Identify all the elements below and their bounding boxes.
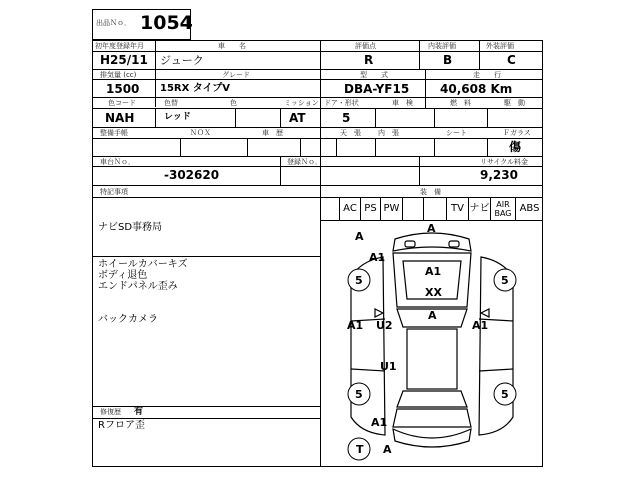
model-header: 型 式 — [360, 71, 388, 79]
recycle-header: リサイクル料金 — [480, 158, 529, 166]
equipment-pw: PW — [381, 198, 403, 220]
color-value: レッド — [164, 112, 191, 122]
doors-header: ドア・形状 — [324, 99, 359, 107]
grade-header: グレード — [222, 71, 250, 79]
color-code-header: 色コード — [108, 99, 136, 107]
fglass-header: Ｆガラス — [503, 129, 531, 137]
mark-hood-x: XX — [425, 286, 442, 299]
displacement-header: 排気量 (cc) — [100, 71, 137, 79]
roof-header: 天 張 — [340, 129, 361, 137]
mark-wheel-fl: 5 — [355, 274, 363, 287]
equipment-ps: PS — [361, 198, 381, 220]
note-line — [98, 303, 188, 314]
mark-fender-fl: A1 — [369, 251, 386, 264]
listing-number-label: 出品Ｎｏ． — [96, 19, 131, 27]
car-name: ジューク — [160, 54, 204, 67]
mark-door-fl: A1 — [347, 319, 364, 332]
notes-list — [98, 222, 188, 325]
score-value: R — [364, 53, 374, 67]
history-header: 車 歴 — [262, 129, 283, 137]
interior-grade: B — [443, 53, 453, 67]
equipment-header: 装 備 — [420, 188, 441, 196]
note-line: ボディ退色 — [98, 270, 148, 281]
displacement: 1500 — [106, 82, 140, 96]
mark-door-rl: U2 — [376, 319, 393, 332]
equipment-navi: ナビ — [469, 198, 491, 220]
mark-door-fr: A1 — [472, 319, 489, 332]
note-line: ナビSD事務局 — [98, 222, 163, 233]
mark-tire: T — [356, 443, 364, 456]
equipment-bar — [320, 198, 543, 220]
mark-wheel-rr: 5 — [501, 388, 509, 401]
equipment-blank-1 — [403, 198, 424, 220]
equipment-ac: AC — [340, 198, 361, 220]
mark-wheel-fr: 5 — [501, 274, 509, 287]
exterior-grade: C — [507, 53, 516, 67]
chassis-number: -302620 — [164, 168, 220, 182]
note-line — [98, 292, 188, 303]
model-code: DBA-YF15 — [344, 82, 410, 96]
mission-value: AT — [289, 111, 306, 125]
mark-door-rl2: U1 — [380, 360, 397, 373]
note-line: バックカメラ — [98, 314, 158, 325]
equipment-airbag: AIR BAG — [491, 198, 516, 220]
repair-note: Rフロア歪 — [98, 420, 145, 431]
color-code: NAH — [105, 111, 135, 125]
mark-front: A — [427, 222, 436, 235]
note-line — [98, 233, 188, 259]
mission-header: ミッション — [284, 99, 319, 107]
listing-number: 1054 — [140, 12, 193, 34]
exterior-grade-header: 外装評価 — [486, 42, 514, 50]
regno-header: 登録Ｎｏ． — [287, 158, 322, 166]
mark-rear-a1: A1 — [371, 416, 388, 429]
mark-roof: A — [428, 309, 437, 322]
score-header: 評価点 — [355, 42, 376, 50]
note-line: エンドパネル歪み — [98, 281, 178, 292]
grade: 15RX タイプV — [160, 83, 231, 94]
mileage-header: 走 行 — [473, 71, 501, 79]
fuel-header: 燃 料 — [450, 99, 471, 107]
note-line: ホイールカバーキズ — [98, 259, 188, 270]
interior-lining-header: 内 張 — [378, 129, 399, 137]
fglass-value: 傷 — [509, 140, 522, 154]
color-header: 色 — [230, 99, 237, 107]
nox-header: ＮＯＸ — [190, 129, 211, 137]
recycle-fee: 9,230 — [480, 168, 518, 182]
reg-date: H25/11 — [100, 53, 148, 67]
drive-header: 駆 動 — [504, 99, 525, 107]
repair-history-label: 修復歴 — [100, 408, 121, 416]
mark-wheel-rl: 5 — [355, 388, 363, 401]
equipment-blank-2 — [424, 198, 447, 220]
equipment-abs: ABS — [519, 203, 540, 214]
mark-hood: A1 — [425, 265, 442, 278]
repair-history-value: 有 — [134, 407, 144, 417]
color-change-label: 色替 — [164, 99, 178, 107]
inspection-header: 車 検 — [392, 99, 413, 107]
mileage: 40,608 Km — [440, 82, 513, 96]
mark-rear: A — [383, 443, 392, 456]
chassis-header: 車台Ｎｏ． — [100, 158, 135, 166]
notes-header: 特記事項 — [100, 188, 128, 196]
manual-header: 整備手帳 — [100, 129, 128, 137]
car-name-header: 車 名 — [218, 42, 246, 50]
reg-date-header: 初年度登録年月 — [95, 42, 144, 50]
interior-grade-header: 内装評価 — [428, 42, 456, 50]
doors-value: 5 — [342, 111, 351, 125]
car-damage-diagram — [321, 221, 543, 467]
equipment-tv: TV — [447, 198, 469, 220]
mark-front-left: A — [355, 230, 364, 243]
seat-header: シート — [446, 129, 467, 137]
